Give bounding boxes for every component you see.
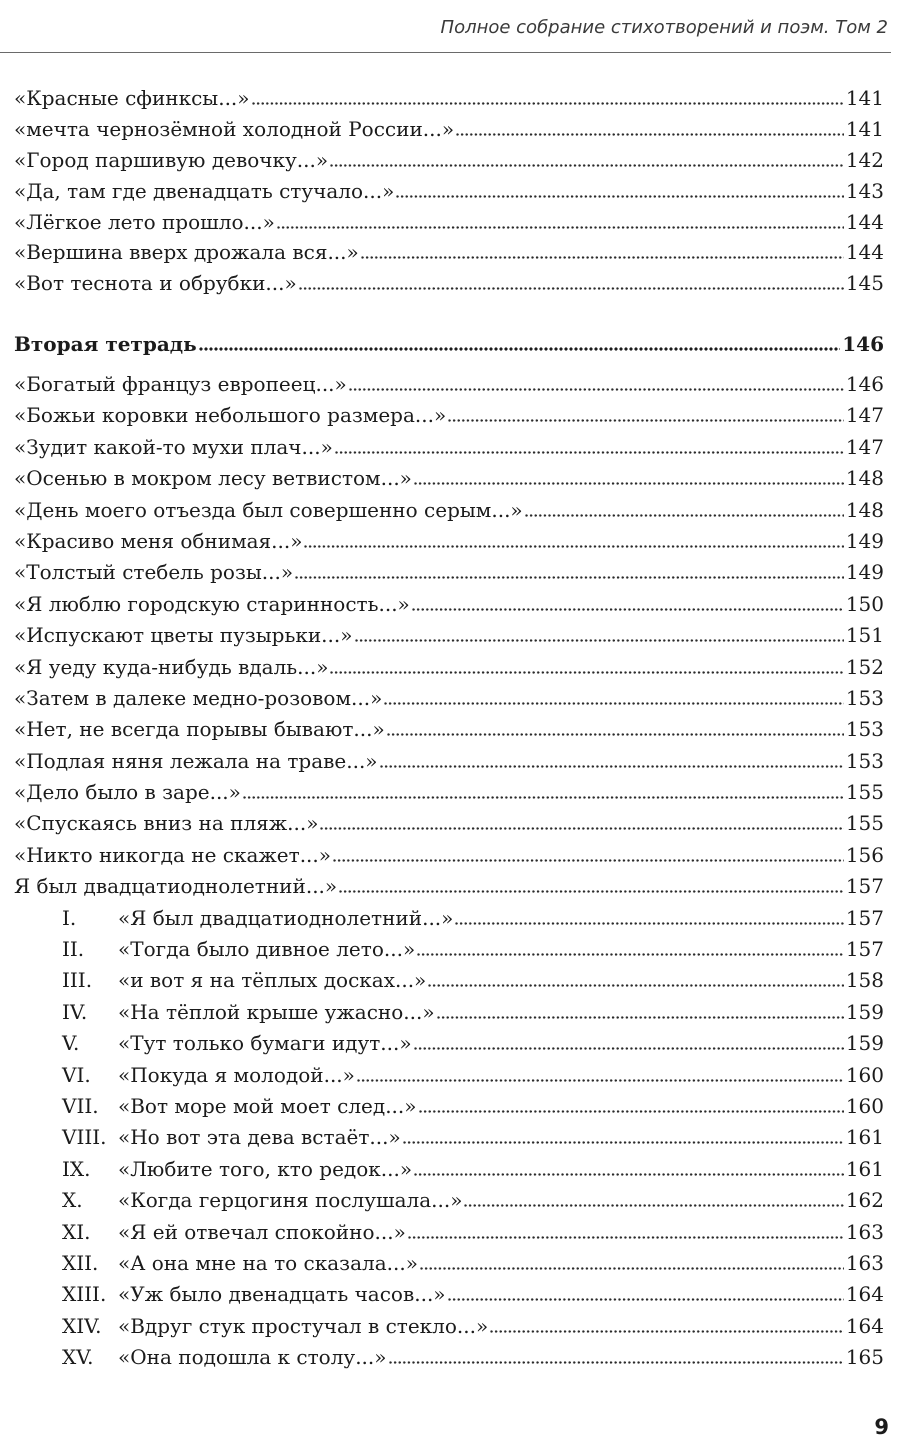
entry-page: 144 (845, 209, 884, 234)
toc-entry (14, 589, 884, 620)
toc-subentry (14, 1311, 884, 1342)
toc-subentry (14, 1060, 884, 1091)
entry-page: 157 (845, 937, 884, 962)
entry-title: «Нет, не всегда порывы бывают...» (14, 717, 385, 742)
dot-leader (333, 859, 844, 862)
toc-entry (14, 557, 884, 588)
entry-title: «Она подошла к столу...» (118, 1345, 387, 1370)
entry-page: 157 (845, 905, 884, 930)
dot-leader (361, 256, 844, 259)
dot-leader (412, 608, 844, 611)
entry-page: 151 (845, 623, 884, 648)
entry-page: 164 (845, 1313, 884, 1338)
entry-page: 157 (845, 874, 884, 899)
dot-leader (320, 827, 843, 830)
entry-page: 159 (845, 999, 884, 1024)
dot-leader (277, 226, 844, 229)
dot-leader (339, 890, 844, 893)
entry-title: «Испускают цветы пузырьки...» (14, 623, 353, 648)
dot-leader (199, 347, 841, 351)
entry-number: XV. (62, 1345, 94, 1370)
toc-subentry (14, 1342, 884, 1373)
entry-title: «Спускаясь вниз на пляж...» (14, 811, 319, 836)
toc-entry (14, 83, 884, 114)
toc-entry (14, 871, 884, 902)
toc-entry (14, 526, 884, 557)
entry-title: «Лёгкое лето прошло...» (14, 209, 275, 234)
entry-title: «Подлая няня лежала на траве...» (14, 748, 378, 773)
dot-leader (408, 1236, 844, 1239)
dot-leader (525, 514, 844, 517)
dot-leader (437, 1016, 844, 1019)
entry-title: «На тёплой крыше ужасно...» (118, 999, 435, 1024)
toc-subentry (14, 1248, 884, 1279)
dot-leader (456, 133, 844, 136)
toc-subentry (14, 1028, 884, 1059)
entry-page: 141 (845, 116, 884, 141)
toc-entry (14, 746, 884, 777)
entry-title: «Красные сфинксы...» (14, 86, 250, 110)
dot-leader (464, 1204, 843, 1207)
entry-title: «Вдруг стук простучал в стекло...» (118, 1313, 489, 1338)
entry-title: «Я ей отвечал спокойно...» (118, 1219, 406, 1244)
entry-page: 153 (845, 748, 884, 773)
entry-title: «Я уеду куда-нибудь вдаль...» (14, 654, 329, 679)
entry-page: 160 (845, 1093, 884, 1118)
entry-page: 142 (845, 147, 884, 172)
entry-title: «Зудит какой-то мухи плач...» (14, 434, 333, 459)
entry-title: «Красиво меня обнимая...» (14, 528, 303, 553)
dot-leader (304, 545, 843, 548)
toc-subentry (14, 934, 884, 965)
entry-page: 161 (845, 1156, 884, 1181)
entry-page: 148 (845, 466, 884, 491)
entry-title: «Вот море мой моет след...» (118, 1093, 417, 1118)
entry-title: «Когда герцогиня послушала...» (118, 1188, 463, 1213)
entry-title: «Вершина вверх дрожала вся...» (14, 240, 359, 265)
entry-number: VI. (62, 1062, 91, 1087)
toc-list-second-notebook (14, 369, 884, 1374)
dot-leader (299, 287, 844, 290)
entry-page: 161 (845, 1125, 884, 1150)
entry-title: «Никто никогда не скажет...» (14, 842, 332, 867)
entry-title: «и вот я на тёплых досках...» (118, 968, 427, 993)
entry-page: 156 (845, 842, 884, 867)
dot-leader (330, 671, 843, 674)
entry-title: «Божьи коровки небольшого размера...» (14, 403, 447, 428)
toc-entry (14, 400, 884, 431)
toc-list-before (14, 83, 884, 299)
entry-page: 162 (845, 1188, 884, 1213)
section-heading (14, 328, 884, 360)
entry-page: 163 (845, 1219, 884, 1244)
entry-page: 146 (845, 372, 884, 396)
entry-number: XII. (62, 1250, 99, 1275)
running-title: Полное собрание стихотворений и поэм. Том 2 (440, 17, 888, 38)
entry-title: «Уж было двенадцать часов...» (118, 1282, 446, 1307)
entry-number: VIII. (62, 1125, 107, 1150)
toc-entry (14, 145, 884, 176)
toc-subentry (14, 1185, 884, 1216)
entry-number: III. (62, 968, 93, 993)
entry-title: «Затем в далеке медно-розовом...» (14, 685, 383, 710)
header-rule (0, 52, 891, 53)
entry-title: «Богатый француз европеец...» (14, 372, 347, 396)
entry-title: «Вот теснота и обрубки...» (14, 271, 297, 296)
entry-title: «Любите того, кто редок...» (118, 1156, 413, 1181)
toc-entry (14, 114, 884, 145)
entry-title: «Покуда я молодой...» (118, 1062, 355, 1087)
entry-number: X. (62, 1188, 83, 1213)
section-title: Вторая тетрадь (14, 332, 197, 356)
dot-leader (419, 1110, 844, 1113)
entry-page: 149 (845, 560, 884, 585)
dot-leader (417, 953, 844, 956)
entry-page: 149 (845, 528, 884, 553)
toc-subentry (14, 1217, 884, 1248)
entry-number: XIII. (62, 1282, 107, 1307)
dot-leader (295, 576, 844, 579)
toc-entry (14, 463, 884, 494)
entry-page: 165 (845, 1345, 884, 1370)
dot-leader (330, 164, 844, 167)
toc-entry (14, 714, 884, 745)
dot-leader (448, 1298, 844, 1301)
entry-title: «Город паршивую девочку...» (14, 147, 329, 172)
entry-page: 147 (845, 434, 884, 459)
dot-leader (357, 1079, 844, 1082)
toc-entry (14, 207, 884, 238)
dot-leader (414, 1173, 844, 1176)
entry-page: 160 (845, 1062, 884, 1087)
toc-entry (14, 268, 884, 299)
entry-page: 152 (845, 654, 884, 679)
toc-entry (14, 840, 884, 871)
entry-title: «Но вот эта дева встаёт...» (118, 1125, 401, 1150)
entry-number: I. (62, 905, 77, 930)
dot-leader (448, 419, 844, 422)
dot-leader (387, 733, 844, 736)
entry-title: «Тогда было дивное лето...» (118, 937, 416, 962)
entry-number: IV. (62, 999, 88, 1024)
dot-leader (389, 1361, 844, 1364)
page-number: 9 (874, 1415, 889, 1439)
entry-number: XI. (62, 1219, 91, 1244)
entry-title: «мечта чернозёмной холодной России...» (14, 116, 455, 141)
dot-leader (428, 984, 844, 987)
dot-leader (349, 388, 844, 391)
dot-leader (252, 102, 844, 105)
entry-page: 141 (845, 86, 884, 110)
entry-title: «Дело было в заре...» (14, 780, 241, 805)
entry-page: 155 (845, 780, 884, 805)
entry-page: 153 (845, 717, 884, 742)
toc-entry (14, 808, 884, 839)
dot-leader (420, 1267, 844, 1270)
toc-subentry (14, 1154, 884, 1185)
toc-subentry (14, 997, 884, 1028)
dot-leader (243, 796, 844, 799)
toc-entry (14, 683, 884, 714)
entry-title: Я был двадцатиоднолетний...» (14, 874, 338, 899)
toc-subentry (14, 1279, 884, 1310)
dot-leader (490, 1330, 844, 1333)
entry-page: 163 (845, 1250, 884, 1275)
toc-subentry (14, 903, 884, 934)
entry-page: 148 (845, 497, 884, 522)
entry-page: 147 (845, 403, 884, 428)
toc-entry (14, 777, 884, 808)
dot-leader (396, 195, 843, 198)
entry-title: «День моего отъезда был совершенно серым...» (14, 497, 523, 522)
section-page: 146 (842, 332, 884, 356)
entry-number: XIV. (62, 1313, 102, 1338)
entry-page: 144 (845, 240, 884, 265)
toc-entry (14, 652, 884, 683)
entry-page: 159 (845, 1031, 884, 1056)
dot-leader (335, 451, 844, 454)
entry-page: 145 (845, 271, 884, 296)
entry-title: «Осенью в мокром лесу ветвистом...» (14, 466, 412, 491)
toc-entry (14, 369, 884, 400)
entry-title: «Толстый стебель розы...» (14, 560, 294, 585)
toc-entry (14, 176, 884, 207)
toc-subentry (14, 1122, 884, 1153)
entry-title: «Тут только бумаги идут...» (118, 1031, 412, 1056)
dot-leader (455, 922, 843, 925)
dot-leader (380, 765, 844, 768)
entry-number: II. (62, 937, 85, 962)
entry-page: 153 (845, 685, 884, 710)
entry-page: 155 (845, 811, 884, 836)
toc-entry (14, 620, 884, 651)
dot-leader (414, 482, 844, 485)
toc-entry (14, 432, 884, 463)
entry-title: «Да, там где двенадцать стучало...» (14, 178, 395, 203)
dot-leader (414, 1047, 844, 1050)
entry-page: 164 (845, 1282, 884, 1307)
toc-entry (14, 237, 884, 268)
dot-leader (355, 639, 844, 642)
entry-title: «Я был двадцатиоднолетний...» (118, 905, 454, 930)
toc-subentry (14, 1091, 884, 1122)
entry-number: VII. (62, 1093, 99, 1118)
entry-number: V. (62, 1031, 80, 1056)
entry-page: 143 (845, 178, 884, 203)
toc-entry (14, 495, 884, 526)
entry-title: «Я люблю городскую старинность...» (14, 591, 410, 616)
dot-leader (384, 702, 843, 705)
toc-subentry (14, 965, 884, 996)
entry-number: IX. (62, 1156, 91, 1181)
entry-title: «А она мне на то сказала...» (118, 1250, 418, 1275)
entry-page: 150 (845, 591, 884, 616)
dot-leader (403, 1141, 844, 1144)
entry-page: 158 (845, 968, 884, 993)
